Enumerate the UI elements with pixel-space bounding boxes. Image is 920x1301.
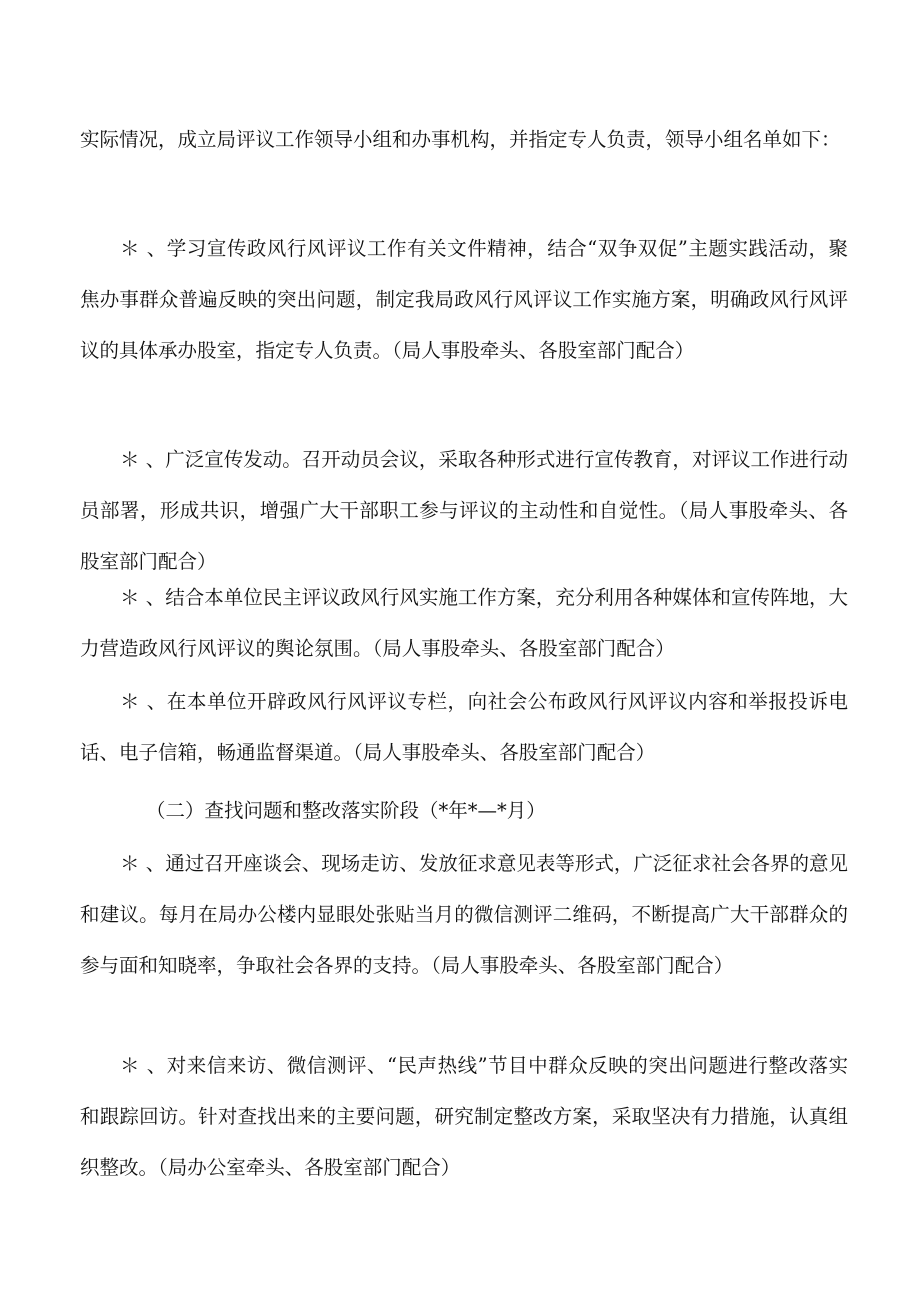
paragraph-media-atmosphere: ＊ 、结合本单位民主评议政风行风实施工作方案，充分利用各种媒体和宣传阵地，大力营造政风行风评议的舆论氛围。（局人事股牵头、各股室部门配合） (80, 586, 848, 660)
paragraph-study-publicize: ＊ 、学习宣传政风行风评议工作有关文件精神，结合“双争双促”主题实践活动，聚焦办事群众普遍反映的突出问题，制定我局政风行风评议工作实施方案，明确政风行风评议的具体承办股室，指定专人负责。（局人事股牵头、各股室部门配合） (80, 237, 848, 362)
paragraph-rectification: ＊ 、对来信来访、微信测评、“民声热线”节目中群众反映的突出问题进行整改落实和跟踪回访。针对查找出来的主要问题，研究制定整改方案，采取坚决有力措施，认真组织整改。（局办公室牵头、各股室部门配合） (80, 1054, 848, 1179)
paragraph-solicit-opinions: ＊ 、通过召开座谈会、现场走访、发放征求意见表等形式，广泛征求社会各界的意见和建议。每月在局办公楼内显眼处张贴当月的微信测评二维码，不断提高广大干部群众的参与面和知晓率，争取社会各界的支持。（局人事股牵头、各股室部门配合） (80, 852, 848, 977)
section-heading: （二）查找问题和整改落实阶段（*年*—*月） (146, 799, 546, 822)
paragraph-column-hotline: ＊ 、在本单位开辟政风行风评议专栏，向社会公布政风行风评议内容和举报投诉电话、电子信箱，畅通监督渠道。（局人事股牵头、各股室部门配合） (80, 690, 848, 764)
paragraph-mobilize: ＊ 、广泛宣传发动。召开动员会议，采取各种形式进行宣传教育，对评议工作进行动员部署，形成共识，增强广大干部职工参与评议的主动性和自觉性。（局人事股牵头、各股室部门配合） (80, 448, 848, 573)
paragraph-leadership-group: 实际情况，成立局评议工作领导小组和办事机构，并指定专人负责，领导小组名单如下： (80, 128, 841, 151)
